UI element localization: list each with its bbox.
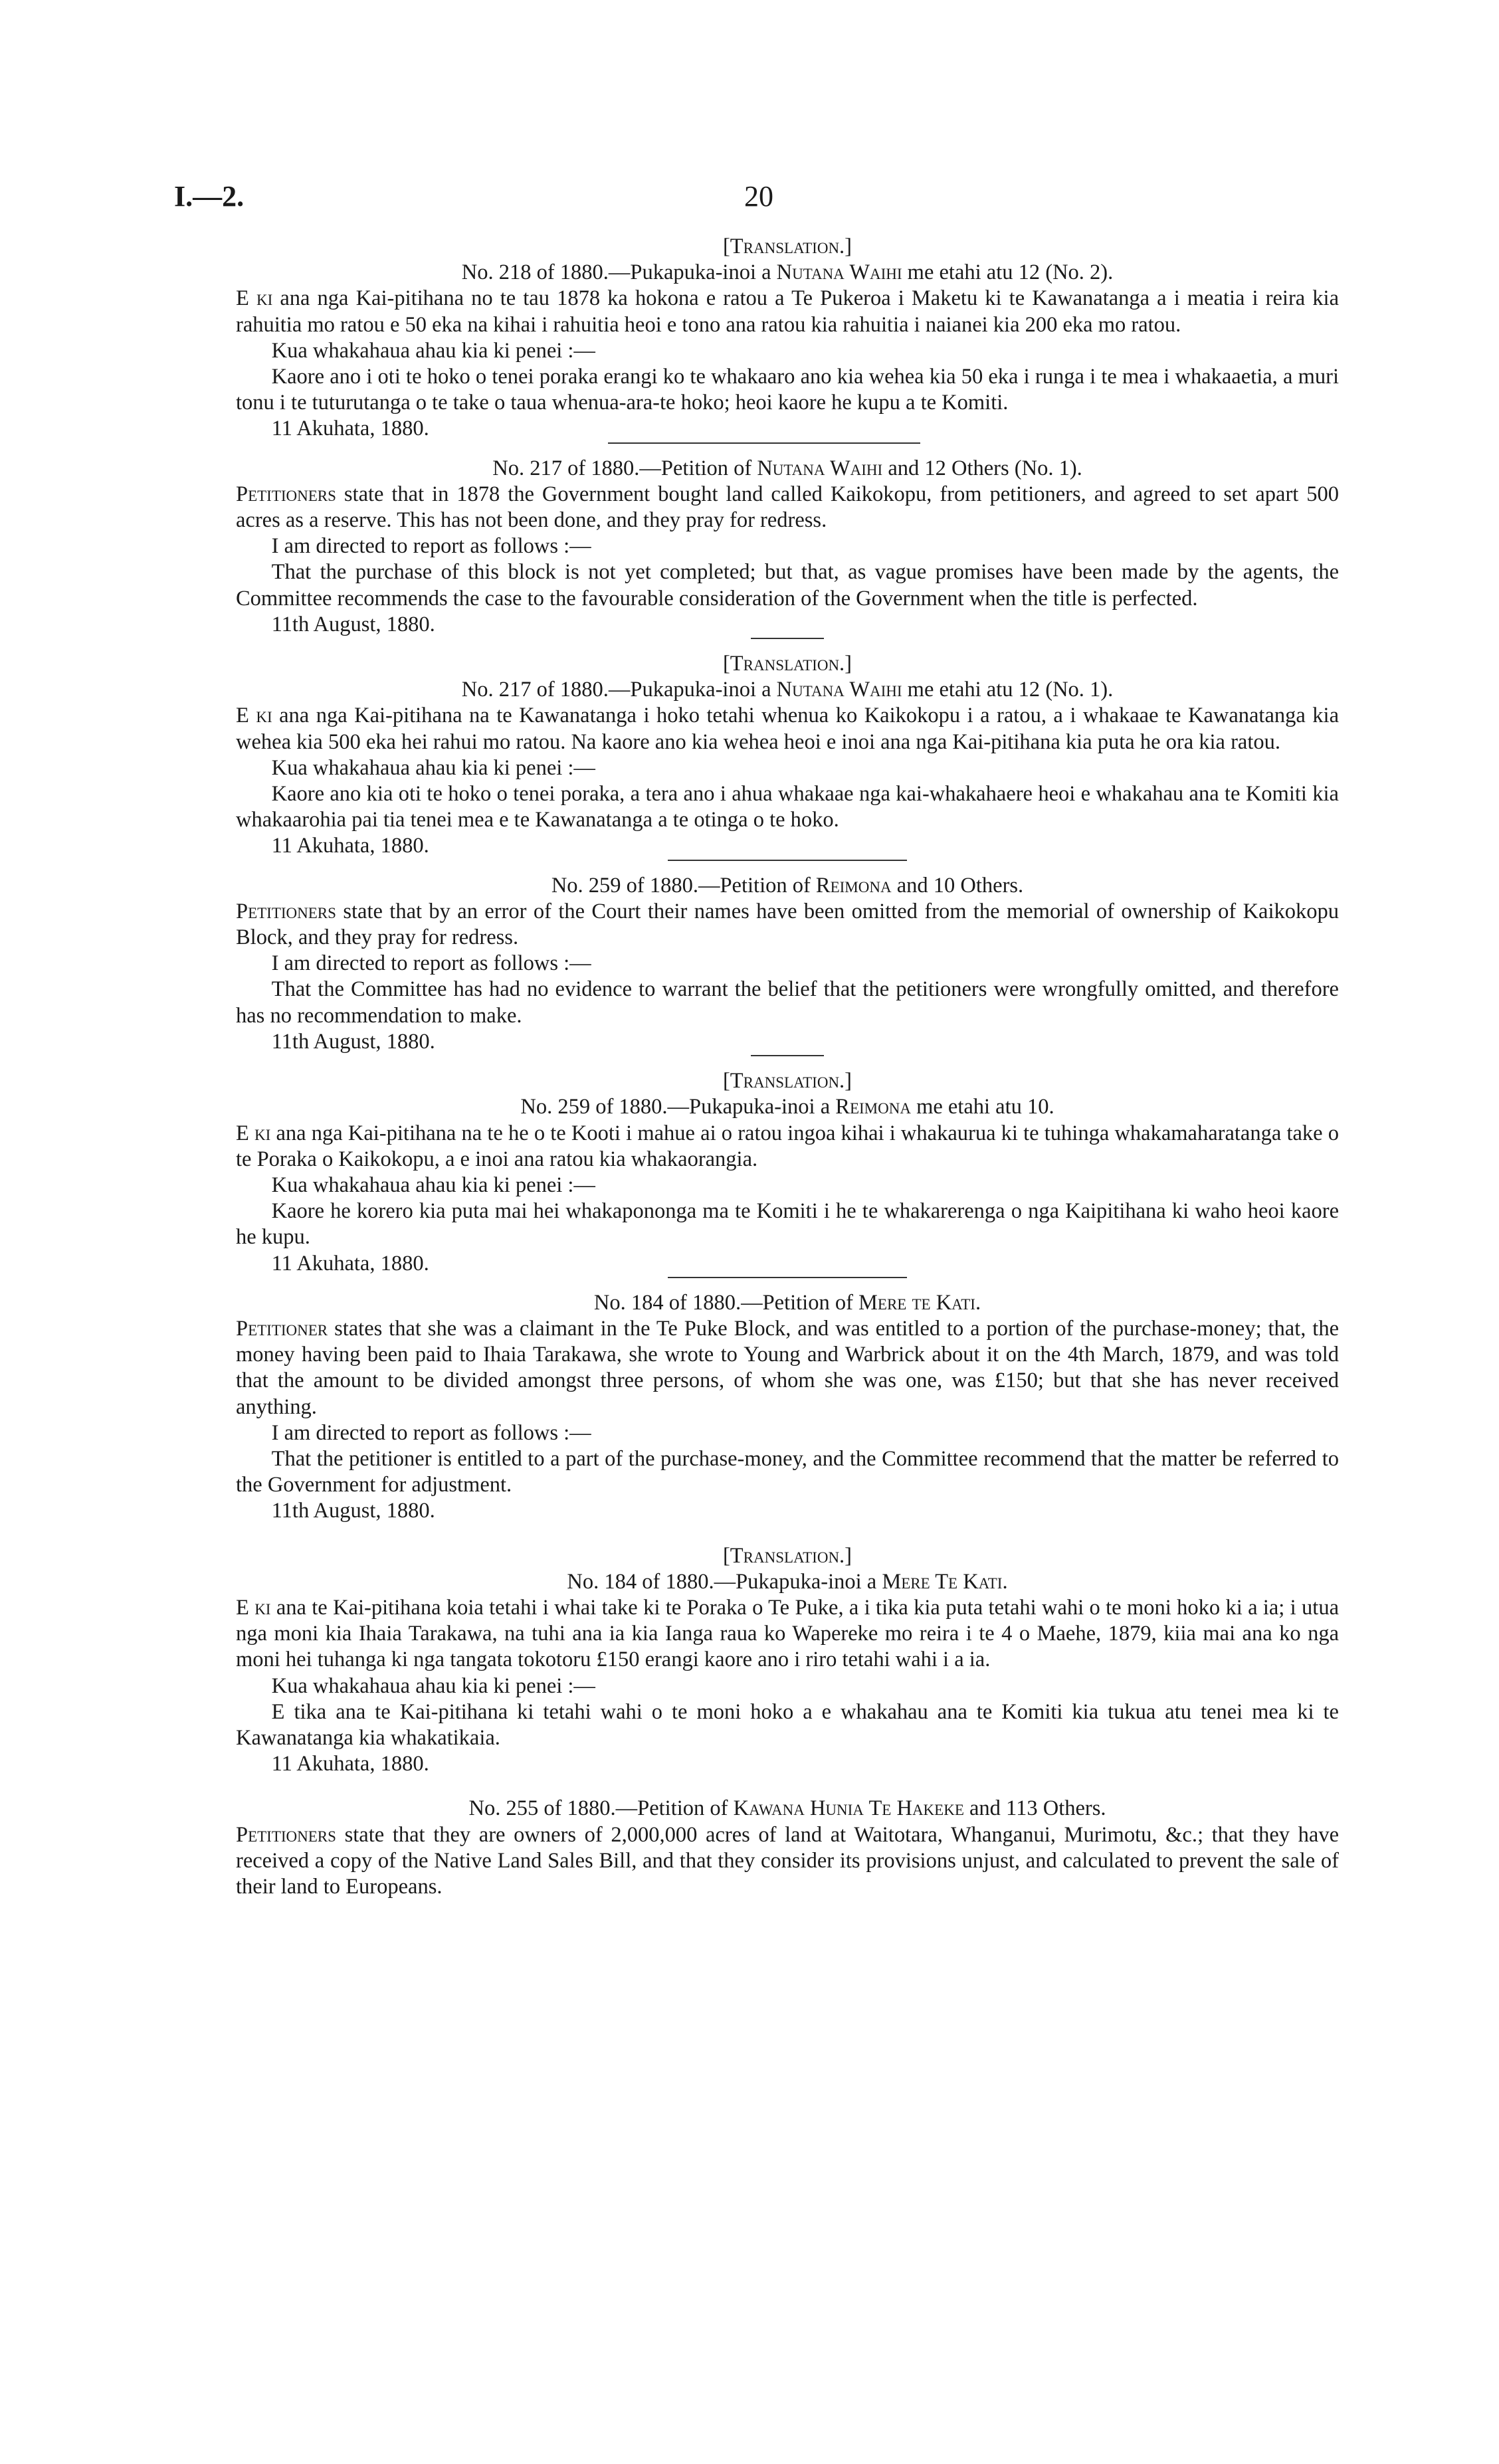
section-heading: No. 255 of 1880.—Petition of Kawana Hunia Te Hakeke and 113 Others. [468,1796,1106,1821]
committee-finding: Kaore ano i oti te hoko o tenei poraka erangi ko te whakaaro ano kia wehea kia 50 eka i runga i te mea i whakaaetia, a muri tonu i te tuturutanga o te take o taua whenua-ara-te hoko; heoi kaore he kupu a te Komiti. [236,365,1339,415]
petition-summary: E ki ana nga Kai-pitihana na te he o te Kooti i mahue ai o ratou ingoa kihai i whakaurua ki te tuhinga whakamaharatanga take o te Poraka o Kaikokopu, a e inoi ana ratou kia whakaorangia. [236,1121,1340,1171]
section-heading: No. 217 of 1880.—Pukapuka-inoi a Nutana Waihi me etahi atu 12 (No. 1). [461,678,1114,702]
committee-finding: That the Committee has had no evidence to warrant the belief that the petitioners were wrongfully omitted, and therefore has no recommendation to make. [236,977,1339,1028]
section-heading: No. 217 of 1880.—Petition of Nutana Waihi and 12 Others (No. 1). [492,456,1082,480]
section-heading: No. 259 of 1880.—Petition of Reimona and 10 Others. [551,873,1024,898]
directed-line: I am directed to report as follows :— [271,1420,591,1445]
report-date: 11 Akuhata, 1880. [271,1251,429,1276]
translation-label: [Translation.] [722,1543,852,1568]
directed-line: Kua whakahaua ahau kia ki penei :— [271,1173,595,1197]
section-no-218-translation [236,234,1339,442]
translation-label: [Translation.] [722,235,852,258]
directed-line: I am directed to report as follows :— [271,534,591,559]
section-heading: No. 184 of 1880.—Petition of Mere te Kati. [593,1290,981,1315]
committee-finding: That the petitioner is entitled to a part of the purchase-money, and the Committee recommend that the matter be referred to the Government for adjustment. [236,1446,1339,1497]
report-date: 11 Akuhata, 1880. [271,417,429,441]
report-date: 11th August, 1880. [271,1029,435,1054]
section-heading: No. 218 of 1880.—Pukapuka-inoi a Nutana Waihi me etahi atu 12 (No. 2). [461,260,1114,285]
page-header [174,179,1344,233]
document-reference: I.—2. [174,180,245,213]
committee-finding: That the purchase of this block is not yet completed; but that, as vague promises have been made by the agents, the Committee recommends the case to the favourable consideration of the Government when the title is perfected. [236,560,1339,611]
committee-finding: Kaore ano kia oti te hoko o tenei poraka, a tera ano i ahua whakaae nga kai-whakahaere heoi e whakahau ana te Komiti kia whakaarohia pai tia tenei mea e te Kawanatanga a te otinga o te hoko. [236,782,1339,832]
section-heading: No. 184 of 1880.—Pukapuka-inoi a Mere Te Kati. [567,1569,1008,1594]
directed-line: Kua whakahaua ahau kia ki penei :— [271,1673,595,1698]
report-date: 11th August, 1880. [271,1499,435,1523]
report-date: 11 Akuhata, 1880. [271,1752,429,1776]
translation-label: [Translation.] [722,1069,852,1093]
petition-summary: Petitioner states that she was a claimant in the Te Puke Block, and was entitled to a portion of the purchase-money; that, the money having been paid to Ihaia Tarakawa, she wrote to Young and Warbrick about it on the 4th March, 1879, and was told that the amount to be divided amongst three persons, of whom she was one, was £150; but that she has never received anything. [236,1316,1340,1419]
committee-finding: E tika ana te Kai-pitihana ki tetahi wahi o te moni hoko a e whakahau ana te Komiti kia tukua atu tenei mea ki te Kawanatanga kia whakatikaia. [236,1699,1339,1750]
section-no-259-translation [236,1068,1339,1277]
petition-summary: Petitioners state that they are owners of 2,000,000 acres of land at Waitotara, Whanganui, Murimotu, &c.; that they have received a copy of the Native Land Sales Bill, and that they consider its provisions unjust, and calculated to prevent the sale of their land to Europeans. [236,1822,1339,1899]
section-no-184-petition [236,1290,1339,1525]
translation-label: [Translation.] [722,652,852,676]
section-no-259-petition [236,873,1339,1055]
page-content [236,234,1339,1900]
section-no-255-petition [236,1796,1339,1900]
directed-line: Kua whakahaua ahau kia ki penei :— [271,338,595,363]
section-no-184-translation [236,1543,1339,1778]
petition-summary: Petitioners state that in 1878 the Government bought land called Kaikokopu, from petitioners, and agreed to set apart 500 acres as a reserve. This has not been done, and they pray for redress. [236,482,1339,533]
petition-summary: E ki ana nga Kai-pitihana na te Kawanatanga i hoko tetahi whenua ko Kaikokopu i a ratou, a i whakaae te Kawanatanga kia wehea kia 500 eka hei rahui mo ratou. Na kaore ano kia wehea heoi e inoi ana nga Kai-pitihana kia puta he ora kia ratou. [236,704,1340,754]
petition-summary: Petitioners state that by an error of the Court their names have been omitted from the memorial of ownership of Kaikokopu Block, and they pray for redress. [236,899,1339,950]
petition-summary: E ki ana nga Kai-pitihana no te tau 1878 ka hokona e ratou a Te Pukeroa i Maketu ki te Kawanatanga a i meatia i reira kia rahuitia mo ratou e 50 eka na kihai i rahuitia heoi e tono ana ratou kia rahuitia i naianei kia 200 eka mo ratou. [236,286,1340,337]
section-heading: No. 259 of 1880.—Pukapuka-inoi a Reimona me etahi atu 10. [520,1095,1054,1119]
report-date: 11th August, 1880. [271,612,435,636]
petition-summary: E ki ana te Kai-pitihana koia tetahi i whai take ki te Poraka o Te Puke, a i tika kia puta tetahi wahi o te moni hoko ki a ia; i utua nga moni kia Ihaia Tarakawa, na tuhi ana ia kia Ianga raua ko Wapereke mo reira i te 4 o Maehe, 1879, kiia mai ana ko nga moni hei tuhanga ki nga tangata tokotoru £150 erangi kaore ano i riro tetahi wahi i a ia. [236,1595,1340,1672]
page-number: 20 [744,180,773,213]
section-no-217-translation [236,651,1339,860]
report-date: 11 Akuhata, 1880. [271,834,429,858]
committee-finding: Kaore he korero kia puta mai hei whakapononga ma te Komiti i he te whakarerenga o nga Kaipitihana ki waho heoi kaore he kupu. [236,1199,1339,1250]
directed-line: Kua whakahaua ahau kia ki penei :— [271,755,595,780]
directed-line: I am directed to report as follows :— [271,951,591,976]
section-no-217-petition [236,456,1339,638]
